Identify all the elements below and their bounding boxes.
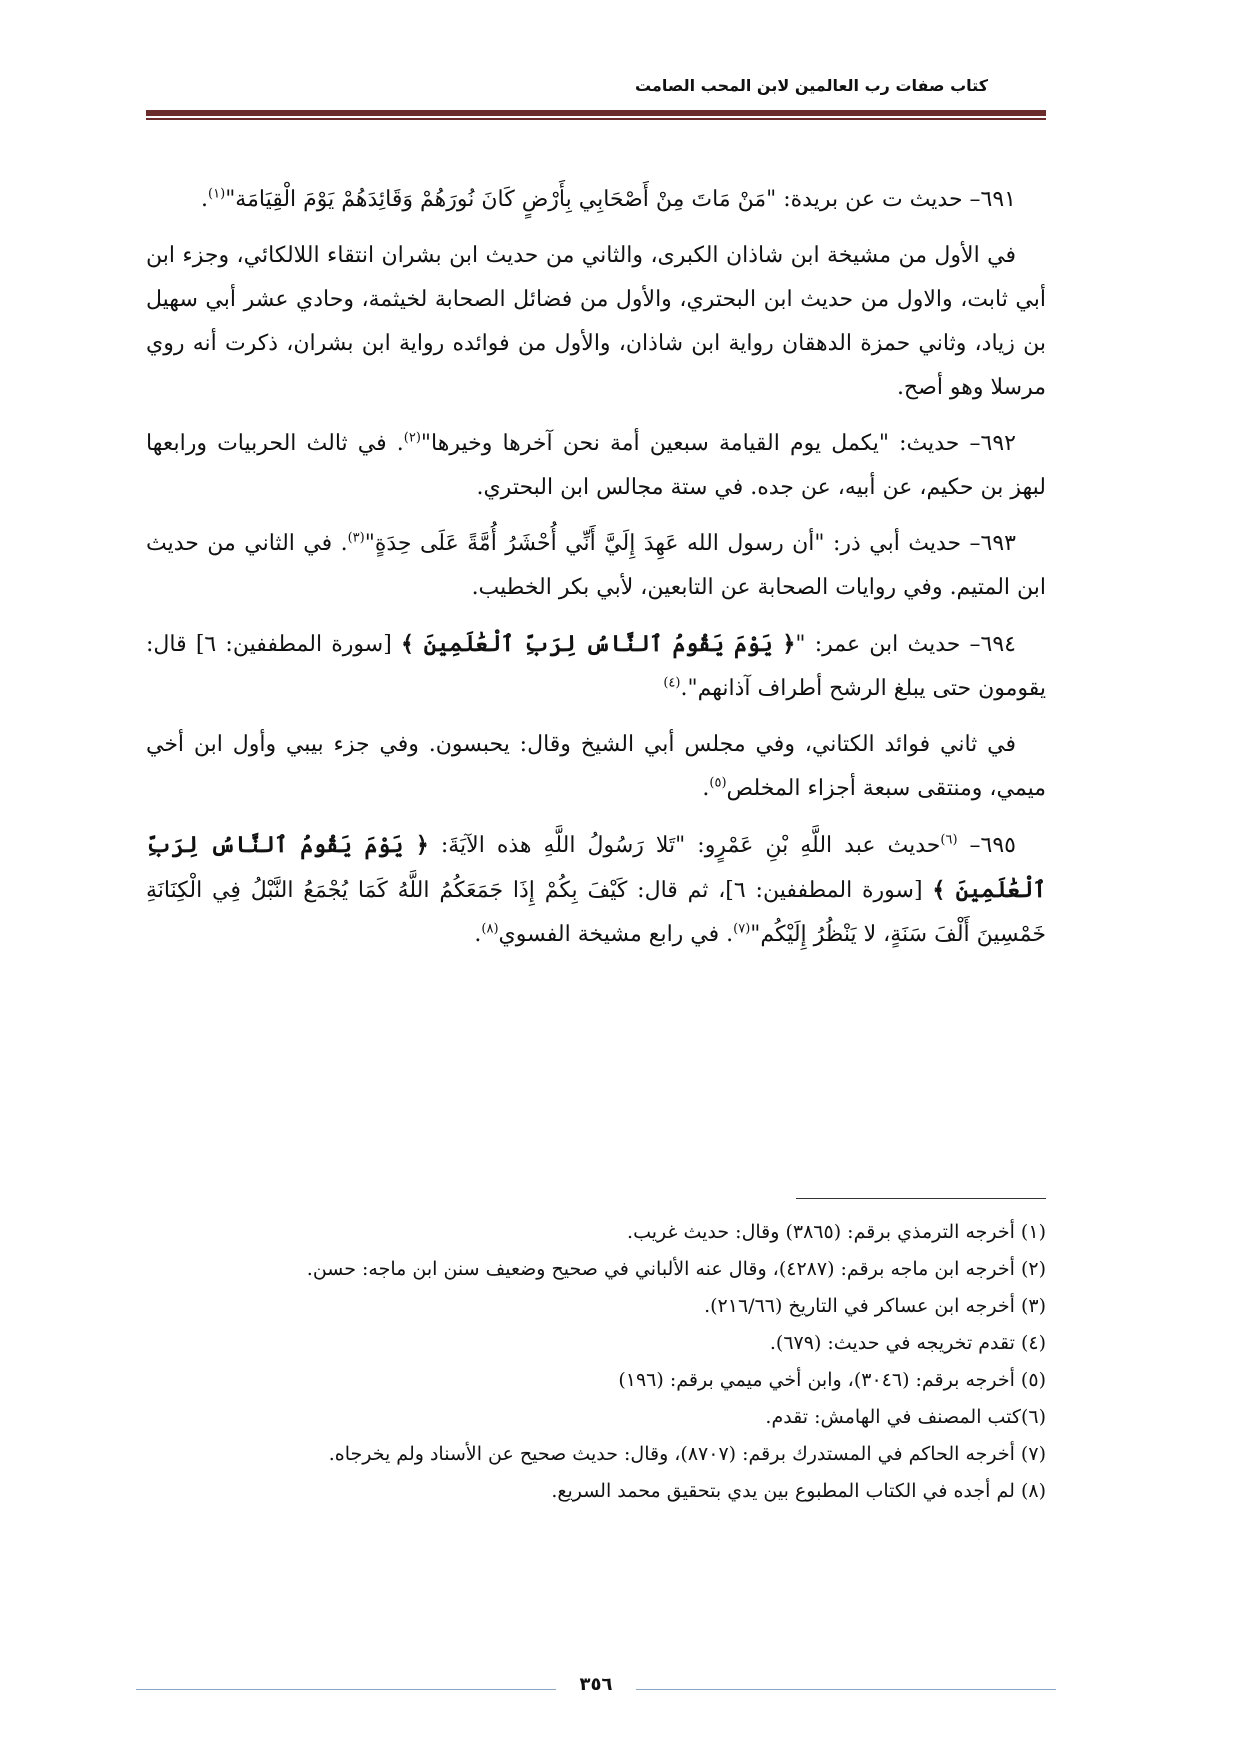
- footnote-ref: (١): [208, 186, 226, 202]
- header-rule: [146, 110, 1046, 116]
- footnote-4: (٤) تقدم تخريجه في حديث: (٦٧٩).: [769, 1332, 1046, 1354]
- hadith-text: [سورة المطففين: ٦] قال: يقومون حتى يبلغ الرشح أطراف آذانهم".: [146, 632, 1046, 701]
- sources-tail: .: [474, 922, 482, 947]
- paragraph-692: [146, 422, 1046, 510]
- quran-verse: ﴿ يَوْمَ يَقُومُ ٱلنَّاسُ لِرَبِّ ٱلْعَٰلَمِينَ ﴾: [146, 832, 1046, 903]
- footnote-ref: (٧): [733, 921, 751, 937]
- footnote-ref: (٢): [403, 430, 421, 446]
- footnote-7: (٧) أخرجه الحاكم في المستدرك برقم: (٨٧٠٧)، وقال: حديث صحيح عن الأسناد ولم يخرجاه.: [328, 1443, 1046, 1465]
- sources-text: . في رابع مشيخة الفسوي: [498, 922, 734, 947]
- footnote-ref: (٥): [709, 775, 727, 791]
- main-text: [146, 178, 1046, 969]
- footnote-separator: [796, 1198, 1046, 1199]
- hadith-text: ٦٩١– حديث ت عن بريدة: "مَنْ مَاتَ مِنْ أَصْحَابِي بِأَرْضٍ كَانَ نُورَهُمْ وَقَائِدَهُمْ يَوْمَ الْقِيَامَة": [225, 187, 1016, 212]
- paragraph-sources-694: [146, 723, 1046, 811]
- hadith-tail: .: [201, 187, 209, 212]
- hadith-tail: . في ثالث الحربيات ورابعها لبهز بن حكيم، عن أبيه، عن جده. في ستة مجالس ابن البحتري.: [146, 431, 1046, 500]
- footnote-ref: (٦): [940, 832, 958, 848]
- footnote-ref: (٣): [347, 530, 365, 546]
- sources-tail: .: [702, 776, 710, 801]
- sources-text: في ثاني فوائد الكتاني، وفي مجلس أبي الشيخ وقال: يحبسون. وفي جزء بيبي وأول ابن أخي ميمي، ومنتقى سبعة أجزاء المخلص: [146, 732, 1046, 801]
- footnote-1: (١) أخرجه الترمذي برقم: (٣٨٦٥) وقال: حديث غريب.: [627, 1221, 1046, 1243]
- footnote-8: (٨) لم أجده في الكتاب المطبوع بين يدي بتحقيق محمد السريع.: [551, 1480, 1046, 1502]
- footnotes: [146, 1214, 1046, 1510]
- footnote-6: (٦)كتب المصنف في الهامش: تقدم.: [765, 1406, 1046, 1428]
- hadith-intro: ٦٩٤– حديث ابن عمر: ": [795, 632, 1016, 657]
- page-number: ٣٥٦: [579, 1674, 613, 1695]
- footer-rule-right: [636, 1689, 1056, 1690]
- hadith-tail: . في الثاني من حديث ابن المتيم. وفي روايات الصحابة عن التابعين، لأبي بكر الخطيب.: [146, 531, 1046, 600]
- footnote-ref: (٨): [481, 921, 499, 937]
- hadith-number: ٦٩٥–: [957, 833, 1016, 858]
- paragraph-sources-691: [146, 234, 1046, 410]
- hadith-text: ٦٩٣– حديث أبي ذر: "أن رسول الله عَهِدَ إِلَيَّ أَنِّي أُحْشَرُ أُمَّةً عَلَى حِدَةٍ": [364, 531, 1016, 556]
- paragraph-693: [146, 522, 1046, 610]
- hadith-text: حديث عبد اللَّهِ بْنِ عَمْرٍو: "تَلا رَسُولُ اللَّهِ هذه الآيَةَ:: [428, 833, 941, 858]
- book-title: كتاب صفات رب العالمين لابن المحب الصامت: [634, 76, 988, 95]
- sources-text: في الأول من مشيخة ابن شاذان الكبرى، والثاني من حديث ابن بشران انتقاء اللالكائي، وجزء ابن أبي ثابت، والاول من حديث ابن البحتري، والأول من فضائل الصحابة لخيثمة، وحادي عشر أبي سهيل بن زياد، وثاني حمزة الدهقان رواية ابن شاذان، والأول من فوائده رواية ابن بشران، ذكرت أنه روي مرسلا وهو أصح.: [146, 243, 1046, 400]
- footer-rule-left: [136, 1689, 556, 1690]
- footnote-3: (٣) أخرجه ابن عساكر في التاريخ (٢١٦/٦٦).: [704, 1295, 1046, 1317]
- header-rule-thin: [146, 118, 1046, 120]
- footnote-ref: (٤): [663, 675, 681, 691]
- paragraph-695: [146, 823, 1046, 957]
- quran-verse: ﴿ يَوْمَ يَقُومُ ٱلنَّاسُ لِرَبِّ ٱلْعَٰلَمِينَ ﴾: [401, 631, 796, 657]
- paragraph-694: [146, 622, 1046, 711]
- paragraph-691: [146, 178, 1046, 222]
- hadith-text: ٦٩٢– حديث: "يكمل يوم القيامة سبعين أمة نحن آخرها وخيرها": [420, 431, 1016, 456]
- footnote-2: (٢) أخرجه ابن ماجه برقم: (٤٢٨٧)، وقال عنه الألباني في صحيح وضعيف سنن ابن ماجه: حسن.: [306, 1258, 1046, 1280]
- footnote-5: (٥) أخرجه برقم: (٣٠٤٦)، وابن أخي ميمي برقم: (١٩٦): [618, 1369, 1046, 1391]
- hadith-tail: [سورة المطففين: ٦]، ثم قال: كَيْفَ بِكُمْ إِذَا جَمَعَكُمُ اللَّهُ كَمَا يُجْمَعُ النَّبْلُ فِي الْكِنَانَةِ خَمْسِينَ أَلْفَ سَنَةٍ، لا يَنْظُرُ إِلَيْكُم": [146, 878, 1046, 947]
